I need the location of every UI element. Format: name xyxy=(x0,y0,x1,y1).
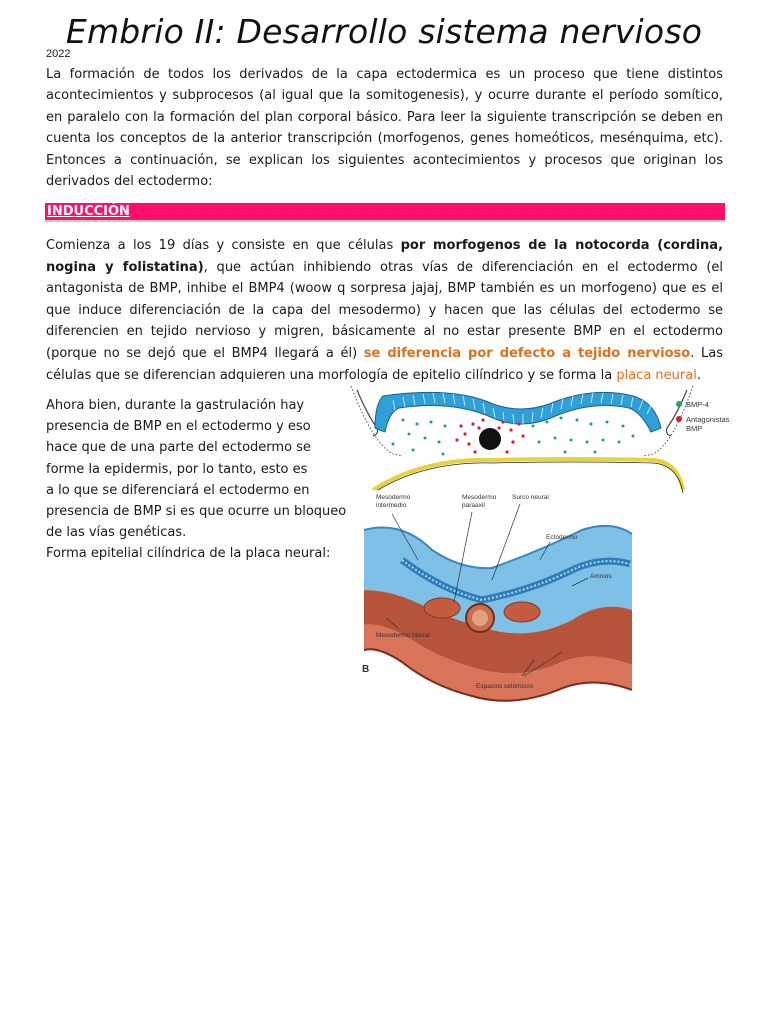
gastrulacion-line: hace que de una parte del ectodermo se xyxy=(46,440,311,456)
gastrulacion-line: presencia de BMP si es que ocurre un bloqueo xyxy=(46,504,347,520)
induccion-text-1: Comienza a los 19 días y consiste en que células xyxy=(46,238,401,253)
legend-label: Antagonistas BMP xyxy=(686,415,730,433)
page-title: Embrio II: Desarrollo sistema nervioso xyxy=(65,12,703,51)
legend-dot-red xyxy=(676,416,682,422)
legend-label: BMP-4 xyxy=(686,400,709,409)
gastrulacion-line: de las vías genéticas. xyxy=(46,525,187,541)
label-espacios-celomicos: Espacios celómicos xyxy=(476,683,534,690)
label-surco-neural: Surco neural xyxy=(512,494,549,501)
gastrulacion-line: Forma epitelial cilíndrica de la placa neural: xyxy=(46,546,331,562)
label-mesodermo-paraaxil: Mesodermo paraaxil xyxy=(462,494,497,509)
legend-dot-green xyxy=(676,401,682,407)
intro-paragraph: La formación de todos los derivados de la capa ectodermica es un proceso que tiene distintos acontecimientos y subprocesos (al igual que la somitogenesis), y ocurre durante el período somítico, en paralelo con la formación del plan corporal básico. Para leer la siguiente transcripción se deben en cuenta los conceptos de la anterior transcripción (morfogenos, genes homeóticos, mesénquima, etc). Entonces a continuación, se explican los siguientes acontecimientos y procesos que originan los derivados del ectodermo: xyxy=(46,67,723,190)
year-label: 2022 xyxy=(46,48,71,60)
gastrulacion-line: presencia de BMP en el ectodermo y eso xyxy=(46,419,311,435)
induccion-text-4: . xyxy=(696,367,701,383)
induccion-text-2: , que actúan inhibiendo otras vías de diferenciación en el ectodermo (el antagonista de BMP, inhibe el BMP4 (woow q sorpresa jajaj, BMP también es un morfogeno) que es el que induce diferenciación de la capa del mesodermo) y hacen que las células del ectodermo se diferencien en tejido nervioso y migren, básicamente al no estar presente BMP en el ectodermo (porque no se dejó que el BMP4 llegará a él) xyxy=(46,259,723,361)
label-ectodermo: Ectodermo xyxy=(546,534,578,541)
label-mesodermo-intermedio: Mesodermo intermedio xyxy=(376,494,411,509)
gastrulacion-line: forme la epidermis, por lo tanto, esto es xyxy=(46,461,308,477)
induccion-bold-morfogenos: por morfogenos de la notocorda (cordina, nogina y folistatina) xyxy=(46,238,724,275)
legend-item-bmp4 xyxy=(676,400,732,409)
induccion-highlight-placa: placa neural xyxy=(616,367,697,383)
induccion-highlight-defecto: se diferencia por defecto a tejido nervioso xyxy=(363,345,691,361)
gastrulacion-line: a lo que se diferenciará el ectodermo en xyxy=(46,482,310,498)
section-heading: INDUCCIÓN xyxy=(47,204,130,219)
figure-legend xyxy=(676,400,732,439)
induccion-text-3: . Las células que se diferencian adquieren una morfología de epitelio cilíndrico y se forma la xyxy=(46,345,723,383)
section-band xyxy=(45,203,725,222)
label-mesodermo-lateral: Mesodermo lateral xyxy=(376,632,430,639)
gastrulacion-text xyxy=(46,395,347,565)
legend-item-antagonistas xyxy=(676,415,732,433)
induccion-paragraph xyxy=(46,235,723,386)
panel-letter: B xyxy=(362,664,370,675)
gastrulacion-line: Ahora bien, durante la gastrulación hay xyxy=(46,398,305,413)
neural-plate-figure xyxy=(362,490,634,710)
label-amnios: Amnios xyxy=(590,573,612,580)
